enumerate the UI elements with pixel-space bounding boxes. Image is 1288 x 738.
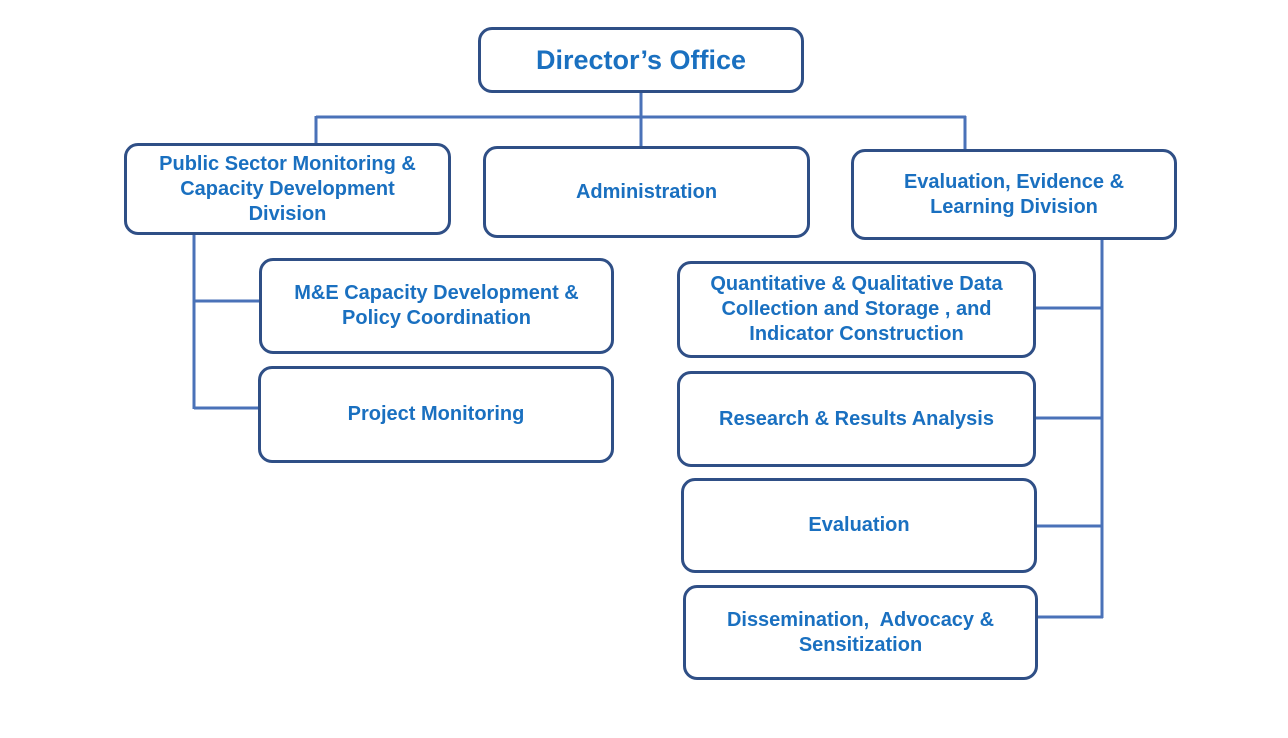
research-results-analysis-label: Research & Results Analysis bbox=[719, 407, 994, 430]
evaluation-box bbox=[681, 478, 1037, 573]
evaluation-evidence-division-box bbox=[851, 149, 1177, 240]
project-monitoring-box bbox=[258, 366, 614, 463]
directors-office-label: Director’s Office bbox=[535, 45, 747, 75]
administration-label: Administration bbox=[575, 180, 718, 203]
data-collection-label: Quantitative & Qualitative Data Collection and Storage , and Indicator Construction bbox=[710, 273, 1003, 345]
data-collection-box bbox=[677, 261, 1036, 358]
evaluation-label: Evaluation bbox=[808, 514, 910, 536]
dissemination-advocacy-label: Dissemination, Advocacy & Sensitization bbox=[726, 608, 1000, 656]
evaluation-evidence-division-label: Evaluation, Evidence & Learning Division bbox=[903, 170, 1125, 218]
administration-box bbox=[483, 146, 810, 238]
project-monitoring-label: Project Monitoring bbox=[347, 403, 525, 425]
me-capacity-development-label: M&E Capacity Development & Policy Coordination bbox=[294, 282, 579, 329]
directors-office-box bbox=[478, 27, 804, 93]
me-capacity-development-box bbox=[259, 258, 614, 354]
research-results-analysis-box bbox=[677, 371, 1036, 467]
dissemination-advocacy-box bbox=[683, 585, 1038, 680]
public-sector-division-label: Public Sector Monitoring & Capacity Development Division bbox=[159, 152, 416, 225]
public-sector-division-box bbox=[124, 143, 451, 235]
